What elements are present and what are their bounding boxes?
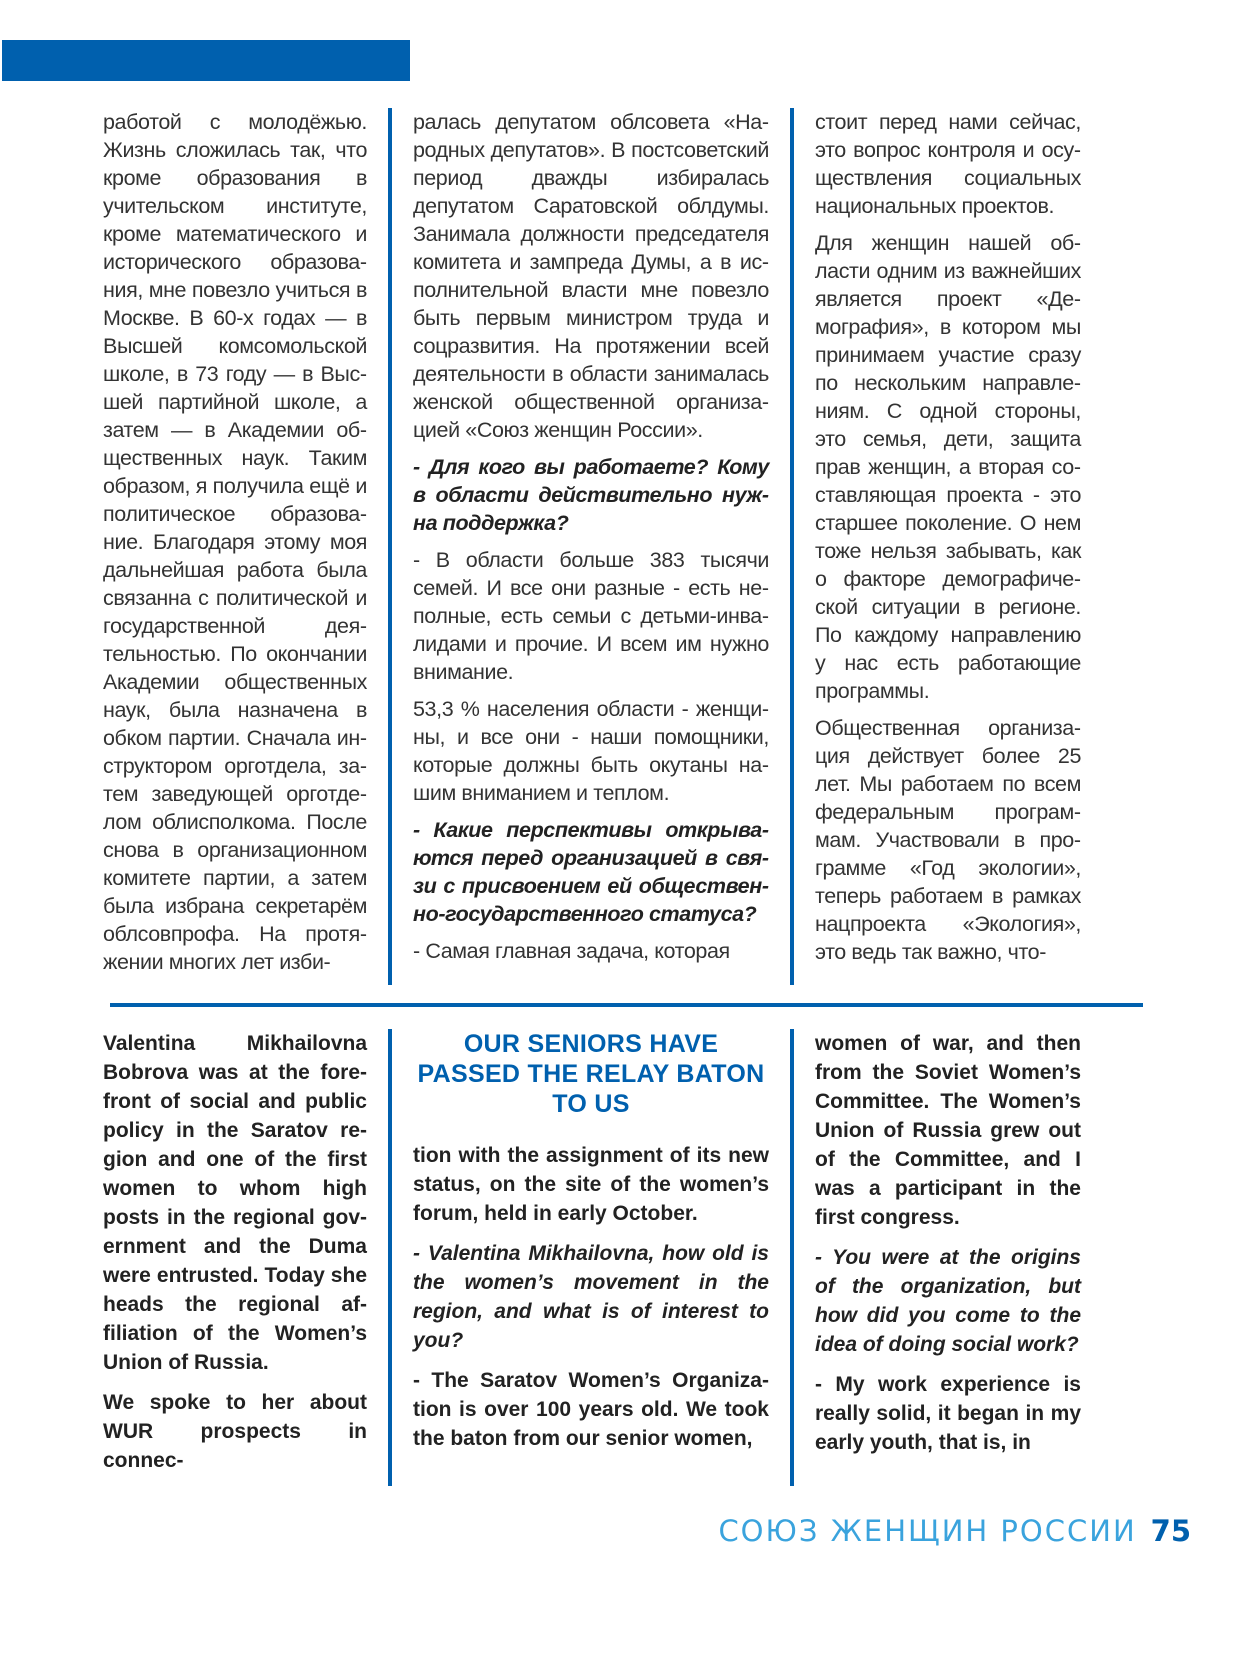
column-divider	[790, 1029, 794, 1486]
column-divider	[790, 108, 794, 985]
intro-paragraph: We spoke to her about WUR prospects in connec-	[103, 1391, 367, 1472]
english-column-2	[413, 1029, 769, 1486]
english-section	[103, 1029, 1081, 1486]
paragraph: tion with the assignment of its new status, on the site of the women’s forum, held in early October.	[413, 1144, 769, 1225]
magazine-title: СОЮЗ ЖЕНЩИН РОССИИ	[718, 1514, 1137, 1548]
page-footer	[0, 1514, 1191, 1548]
interview-question: - Для кого вы работаете? Кому в области действительно нужна поддержка?	[413, 455, 769, 535]
paragraph: стоит перед нами сейчас, это вопрос контроля и осуществления социальных национальных проектов.	[815, 110, 1081, 218]
column-divider	[388, 1029, 392, 1486]
russian-column-2	[413, 108, 769, 985]
paragraph: 53,3 % населения области - женщины, и все они - наши помощники, которые должны быть окутаны нашим вниманием и теплом.	[413, 697, 769, 805]
intro-paragraph: Valentina Mikhailovna Bobrova was at the forefront of social and public policy in the Saratov region and one of the first women to whom high posts in the regional government and the Duma were entrusted. Today she heads the regional affiliation of the Women’s Union of Russia.	[103, 1032, 367, 1374]
russian-section	[103, 108, 1081, 985]
russian-column-1	[103, 108, 367, 985]
paragraph: ралась депутатом облсовета «Народных депутатов». В постсоветский период дважды избиралась депутатом Саратовской облдумы. Занимала должности председателя комитета и зампреда Думы, а в исполнительной власти мне повезло быть первым министром труда и соцразвития. На протяжении всей деятельности в области занималась женской общественной организацией «Союз женщин России».	[413, 110, 769, 442]
paragraph: - The Saratov Women’s Organization is over 100 years old. We took the baton from our senior women,	[413, 1369, 769, 1450]
page-number: 75	[1150, 1514, 1191, 1548]
paragraph: women of war, and then from the Soviet Women’s Committee. The Women’s Union of Russia grew out of the Committee, and I was a participant in the first congress.	[815, 1032, 1081, 1229]
section-divider	[110, 1003, 1143, 1007]
paragraph: - В области больше 383 тысячи семей. И все они разные - есть неполные, есть семьи с детьми-инвалидами и прочие. И всем им нужно внимание.	[413, 548, 769, 684]
interview-question: - You were at the origins of the organization, but how did you come to the idea of doing social work?	[815, 1246, 1081, 1356]
column-divider	[388, 108, 392, 985]
paragraph: - My work experience is really solid, it began in my early youth, that is, in	[815, 1373, 1081, 1454]
paragraph: - Самая главная задача, которая	[413, 939, 730, 963]
russian-column-3	[815, 108, 1081, 985]
interview-question: - Valentina Mikhailovna, how old is the women’s movement in the region, and what is of interest to you?	[413, 1242, 769, 1352]
paragraph: Общественная организация действует более 25 лет. Мы работаем по всем федеральным программам. Участвовали в программе «Год экологии», теперь работаем в рамках нацпроекта «Экология», это ведь так важно, что-	[815, 716, 1081, 964]
english-column-1	[103, 1029, 367, 1486]
paragraph: работой с молодёжью. Жизнь сложилась так, что кроме образования в учительском институте, кроме математического и исторического образования, мне повезло учиться в Москве. В 60-х годах — в Высшей комсомольской школе, в 73 году — в Высшей партийной школе, а затем — в Академии общественных наук. Таким образом, я получила ещё и политическое образование. Благодаря этому моя дальнейшая работа была связанна с политической и государственной деятельностью. По окончании Академии общественных наук, была назначена в обком партии. Сначала инструктором орготдела, затем заведующей орготделом облисполкома. После снова в организационном комитете партии, а затем была избрана секретарём облсовпрофа. На протяжении многих лет изби-	[103, 110, 367, 974]
header-accent-bar	[2, 40, 410, 81]
article-headline: OUR SENIORS HAVE PASSED THE RELAY BATON TO US	[417, 1030, 765, 1118]
english-column-3	[815, 1029, 1081, 1486]
paragraph: Для женщин нашей области одним из важнейших является проект «Демография», в котором мы принимаем участие сразу по нескольким направлениям. С одной стороны, это семья, дети, защита прав женщин, а вторая составляющая проекта - это старшее поколение. О нем тоже нельзя забывать, как о факторе демографической ситуации в регионе. По каждому направлению у нас есть работающие программы.	[815, 231, 1081, 703]
interview-question: - Какие перспективы открываются перед организацией в связи с присвоением ей общественно-государственного статуса?	[413, 818, 769, 926]
